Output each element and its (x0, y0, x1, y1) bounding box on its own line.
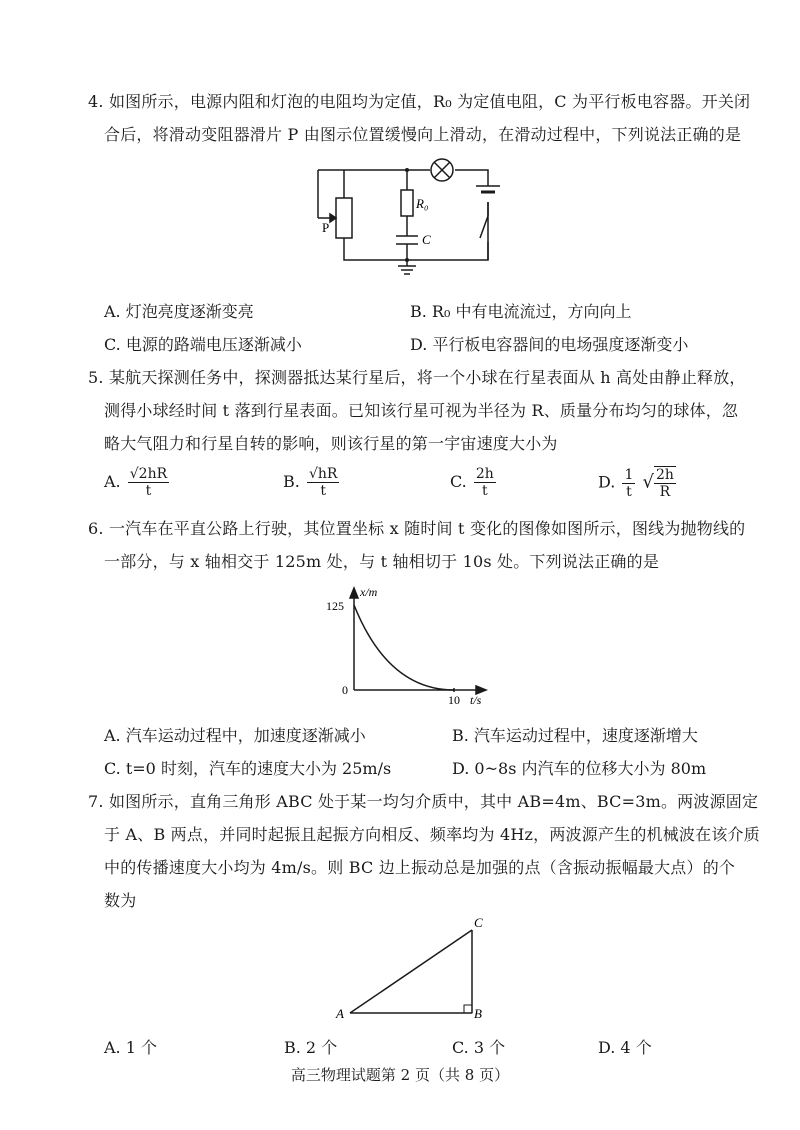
q7-option-c: C. 3 个 (452, 1038, 506, 1057)
q7-stem-line3: 中的传播速度大小均为 4m/s。则 BC 边上振动总是加强的点（含振动振幅最大点）的个 (104, 858, 736, 877)
label-p: P (322, 220, 330, 235)
q7-stem-line2: 于 A、B 两点，并同时起振且起振方向相反、频率均为 4Hz，两波源产生的机械波在该介质 (104, 825, 760, 844)
label-a: A (336, 1006, 344, 1021)
q6-option-b: B. 汽车运动过程中，速度逐渐增大 (452, 726, 698, 745)
q5-stem-line3: 略大气阻力和行星自转的影响，则该行星的第一宇宙速度大小为 (104, 434, 558, 453)
label-r0: R₀ (416, 196, 429, 211)
q7-stem-line1: 7. 如图所示，直角三角形 ABC 处于某一均匀介质中，其中 AB=4m、BC=3m。两波源固定 (88, 792, 759, 811)
q7-stem-line4: 数为 (104, 891, 137, 910)
graph-xlabel: t/s (470, 693, 482, 707)
q5-option-c: C. $\frac{2h}{t}$ (450, 466, 494, 499)
q5-option-d: D. $\frac{1}{t}$ √ $\frac{2h}{R}$ (598, 466, 674, 500)
q4-option-c: C. 电源的路端电压逐渐减小 (104, 335, 302, 354)
q6-option-c: C. t=0 时刻，汽车的速度大小为 25m/s (104, 759, 392, 778)
q6-stem-line2: 一部分，与 x 轴相交于 125m 处，与 t 轴相切于 10s 处。下列说法正确的是 (104, 552, 660, 571)
q5-stem-line1: 5. 某航天探测任务中，探测器抵达某行星后，将一个小球在行星表面从 h 高处由静止释放， (88, 368, 746, 387)
graph-ylabel: x/m (360, 585, 378, 599)
graph-origin: 0 (342, 683, 348, 697)
label-b: B (474, 1006, 482, 1021)
graph-x-tick: 10 (448, 693, 460, 707)
q4-option-b: B. R₀ 中有电流流过，方向向上 (410, 302, 632, 321)
q5-option-a: A. $\frac{√2hR}{t}$ (104, 466, 168, 499)
q6-option-a: A. 汽车运动过程中，加速度逐渐减小 (104, 726, 366, 745)
q5-stem-line2: 测得小球经时间 t 落到行星表面。已知该行星可视为半径为 R、质量分布均匀的球体，忽 (104, 401, 739, 420)
q7-triangle-diagram (328, 914, 498, 1026)
label-c: C (422, 232, 431, 247)
q5-option-b: B. $\frac{√hR}{t}$ (283, 466, 338, 499)
q6-option-d: D. 0~8s 内汽车的位移大小为 80m (452, 759, 707, 778)
q4-stem-line1: 4. 如图所示，电源内阻和灯泡的电阻均为定值，R₀ 为定值电阻，C 为平行板电容器。开关闭 (88, 92, 751, 111)
q6-stem-line1: 6. 一汽车在平直公路上行驶，其位置坐标 x 随时间 t 变化的图像如图所示，图线为抛物线的 (88, 519, 746, 538)
q4-stem-line2: 合后，将滑动变阻器滑片 P 由图示位置缓慢向上滑动，在滑动过程中，下列说法正确的是 (104, 125, 742, 144)
q7-option-d: D. 4 个 (598, 1038, 652, 1057)
page-footer: 高三物理试题第 2 页（共 8 页） (290, 1066, 510, 1084)
q7-option-b: B. 2 个 (284, 1038, 338, 1057)
graph-y-tick: 125 (326, 599, 344, 613)
q4-circuit-diagram (300, 156, 500, 286)
q7-option-a: A. 1 个 (104, 1038, 157, 1057)
label-c: C (474, 915, 483, 930)
q4-option-a: A. 灯泡亮度逐渐变亮 (104, 302, 254, 321)
q4-option-d: D. 平行板电容器间的电场强度逐渐变小 (410, 335, 689, 354)
q6-xt-graph (320, 584, 500, 714)
